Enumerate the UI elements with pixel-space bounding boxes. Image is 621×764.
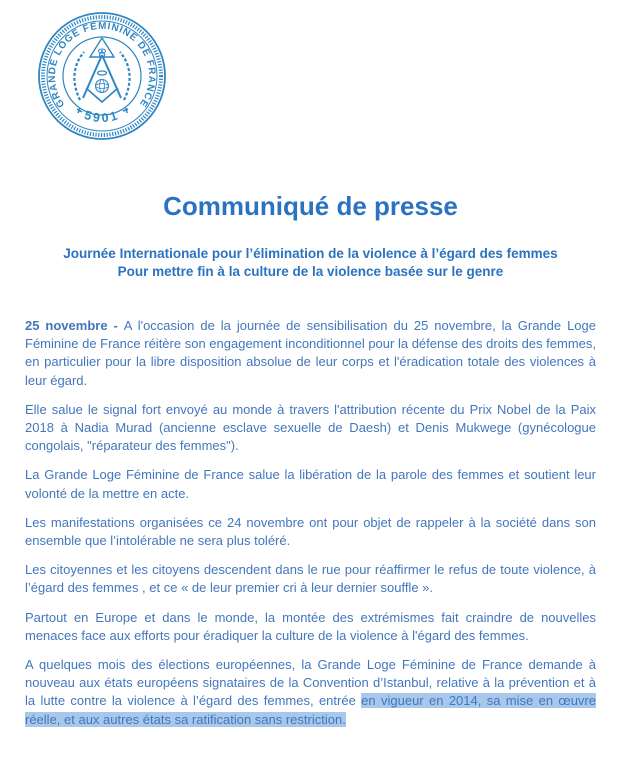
press-release-body — [25, 317, 596, 740]
laurel-branch-left-icon — [74, 52, 84, 100]
paragraph-liberation: La Grande Loge Féminine de France salue la libération de la parole des femmes et soutient leur volonté de la mettre en acte. — [25, 467, 596, 501]
svg-text:GRANDE LOGE FÉMININE DE FRANCE — [47, 20, 157, 109]
page-title: Communiqué de presse — [163, 191, 458, 221]
seal-ring-text: GRANDE LOGE FÉMININE DE FRANCE — [46, 20, 158, 110]
paragraph-extremismes: Partout en Europe et dans le monde, la montée des extrémismes fait craindre de nouvelles menaces face aux efforts pour éradiquer la culture de la violence à l'égard des femmes. — [25, 609, 596, 643]
subtitle-line-2: Pour mettre fin à la culture de la violence basée sur le genre — [117, 264, 504, 279]
paragraph-convention-text: A quelques mois des élections européennes, la Grande Loge Féminine de France demande à nouveau aux états européens signataires de la Convention d’Istanbul, relative à la prévention et à la lutte contre la violence à l’égard des femmes, entrée — [25, 657, 596, 709]
square-icon — [86, 88, 118, 102]
paragraph-citoyennes: Les citoyennes et les citoyens descendent dans le rue pour réaffirmer le refus de toute violence, à l’égard des femmes , et ce « de leur premier cri à leur dernier souffle ». — [25, 562, 596, 596]
compass-icon — [83, 55, 121, 98]
globe-icon — [96, 80, 109, 93]
paragraph-intro-text: A l'occasion de la journée de sensibilisation du 25 novembre, la Grande Loge Féminine de France réitère son engagement inconditionnel pour la défense des droits des femmes, en particulier pour la libre disposition absolue de leur corps et l'éradication totale des violences à leur égard. — [25, 318, 596, 388]
press-release-subtitle — [0, 245, 621, 281]
paragraph-intro — [25, 317, 596, 390]
seal-lodge-number: 5901 — [82, 107, 122, 126]
subtitle-line-1: Journée Internationale pour l’élimination de la violence à l’égard des femmes — [63, 246, 558, 261]
paragraph-nobel: Elle salue le signal fort envoyé au monde à travers l'attribution récente du Prix Nobel de la Paix 2018 à Nadia Murad (ancienne esclave sexuelle de Daesh) et Denis Mukwege (gynécologue congolais, "réparateur des femmes"). — [25, 401, 596, 454]
triangle-eye-icon — [90, 38, 114, 57]
selected-text-highlight: en vigueur en 2014, sa mise en œuvre réelle, et aux autres états sa ratification sans restriction. — [25, 693, 596, 727]
glff-seal-logo — [36, 10, 168, 142]
laurel-branch-right-icon — [120, 52, 130, 100]
svg-text:5901 — [83, 108, 122, 125]
paragraph-manifestations: Les manifestations organisées ce 24 novembre ont pour objet de rappeler à la société dans son ensemble que l’intolérable ne sera plus toléré. — [25, 514, 596, 549]
clasped-hands-icon — [98, 71, 107, 75]
date-lead: 25 novembre - — [25, 318, 124, 333]
seal-emblem — [74, 38, 129, 113]
paragraph-convention — [25, 656, 596, 729]
